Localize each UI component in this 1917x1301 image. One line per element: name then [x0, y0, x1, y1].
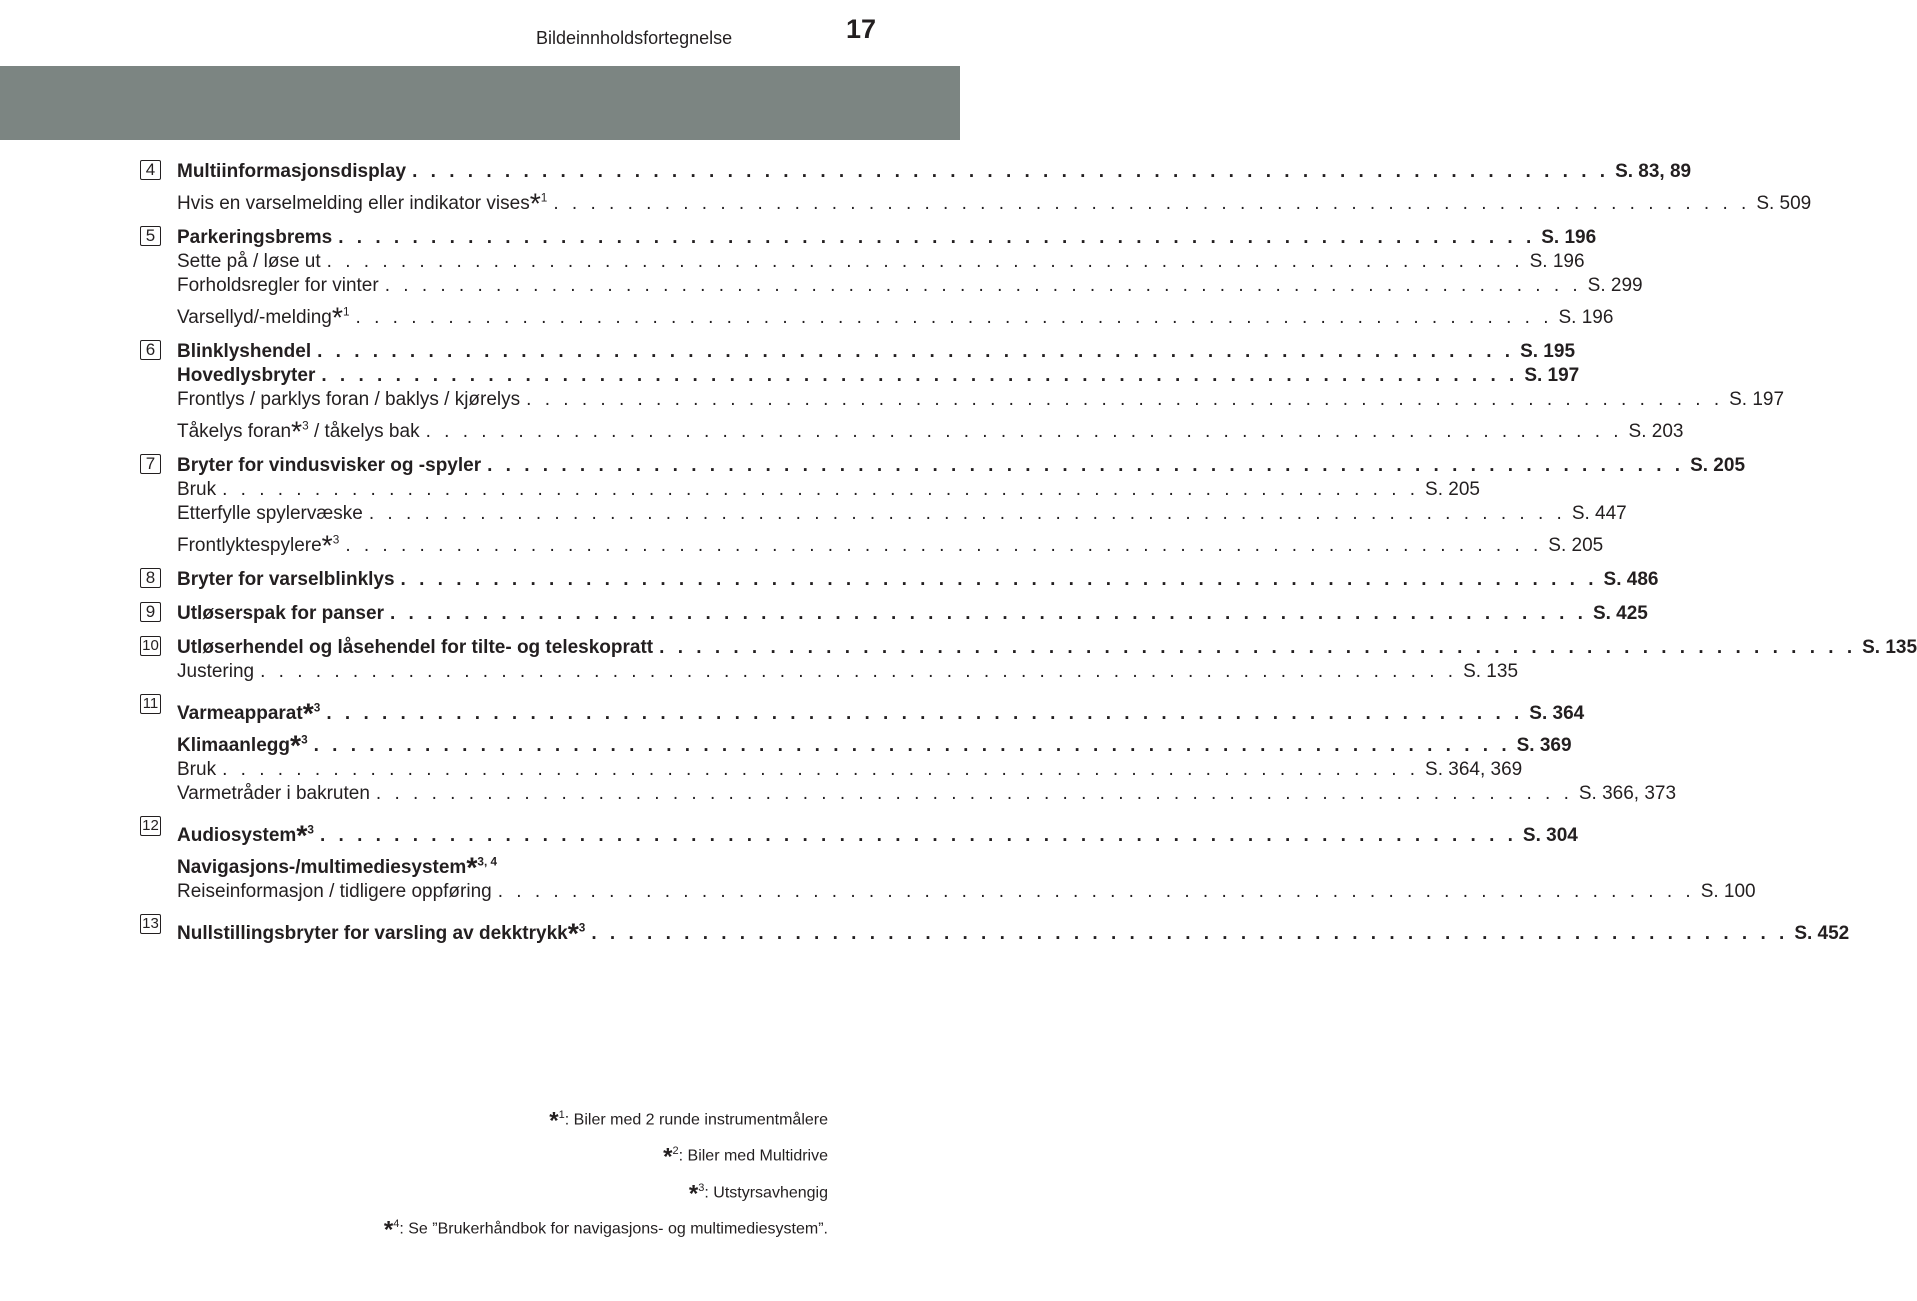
page-ref: S. 205: [1690, 455, 1746, 476]
entry-text: Forholdsregler for vinter: [177, 275, 379, 296]
dot-leader: . . . . . . . . . . . . . . . . . . . . . . . . . . . . . . . . . . . . . . . . . . . . . . . . . . . . . . . . . . . . . . . . .: [326, 703, 1524, 724]
toc-entry: [140, 912, 1850, 950]
dot-leader: . . . . . . . . . . . . . . . . . . . . . . . . . . . . . . . . . . . . . . . . . . . . . . . . . . . . . . . . . . . . . . . . .: [375, 783, 1573, 804]
toc-entry: [140, 524, 1604, 562]
page-ref: S. 299: [1587, 275, 1643, 296]
entry-text: Frontlyktespylere: [177, 534, 322, 556]
dot-leader: . . . . . . . . . . . . . . . . . . . . . . . . . . . . . . . . . . . . . . . . . . . . . . . . . . . . . . . . . . . . . . . . .: [497, 881, 1695, 902]
toc-entry: [140, 182, 1812, 220]
toc-entry: [140, 248, 1585, 272]
footnote-line: [384, 1173, 828, 1209]
toc-entry: [140, 362, 1580, 386]
entry-text: Blinklyshendel: [177, 341, 312, 362]
toc-entry-label: [177, 784, 370, 804]
entry-text: Hovedlysbryter: [177, 365, 316, 386]
dot-leader: . . . . . . . . . . . . . . . . . . . . . . . . . . . . . . . . . . . . . . . . . . . . . . . . . . . . . . . . . . . . . . . . .: [526, 389, 1724, 410]
section-number-badge: 7: [140, 454, 161, 474]
footnote-ref: 1: [342, 305, 350, 319]
toc-entry: [140, 814, 1578, 852]
dot-leader: . . . . . . . . . . . . . . . . . . . . . . . . . . . . . . . . . . . . . . . . . . . . . . . . . . . . . . . . . . . . . . . . .: [553, 193, 1751, 214]
asterisk-mark: *: [567, 918, 579, 950]
section-number-badge: 5: [140, 226, 161, 246]
toc-entry: [140, 634, 1917, 658]
toc-entry-label: [177, 480, 216, 500]
entry-text: Audiosystem: [177, 824, 297, 846]
dot-leader: . . . . . . . . . . . . . . . . . . . . . . . . . . . . . . . . . . . . . . . . . . . . . . . . . . . . . . . . . . . . . . . . .: [338, 227, 1536, 248]
toc-entry-label: [177, 276, 379, 296]
dot-leader: . . . . . . . . . . . . . . . . . . . . . . . . . . . . . . . . . . . . . . . . . . . . . . . . . . . . . . . . . . . . . . . . .: [222, 479, 1420, 500]
footnotes: [384, 1100, 828, 1245]
toc-entry: [140, 410, 1684, 448]
asterisk-mark: *: [466, 852, 478, 884]
dot-leader: . . . . . . . . . . . . . . . . . . . . . . . . . . . . . . . . . . . . . . . . . . . . . . . . . . . . . . . . . . . . . . . . .: [222, 759, 1420, 780]
footnote-line: [384, 1209, 828, 1245]
page-ref: S. 366, 373: [1578, 783, 1677, 804]
entry-text: Utløserhendel og låsehendel for tilte- og teleskopratt: [177, 637, 654, 658]
dot-leader: . . . . . . . . . . . . . . . . . . . . . . . . . . . . . . . . . . . . . . . . . . . . . . . . . . . . . . . . . . . . . . . . .: [425, 421, 1623, 442]
footnote-text: : Se ”Brukerhåndbok for navigasjons- og multimediesystem”.: [399, 1220, 828, 1238]
toc-entry: [140, 158, 1692, 182]
footnote-ref: 3: [302, 419, 309, 433]
entry-text: Tåkelys foran: [177, 420, 292, 442]
entry-text: Utløserspak for panser: [177, 603, 384, 624]
toc-entry: [140, 386, 1785, 410]
section-number-badge: 4: [140, 160, 161, 180]
toc-entry-label: [177, 662, 254, 682]
toc-entry-label: [177, 390, 520, 410]
header-title: Bildeinnholdsfortegnelse: [536, 28, 733, 48]
page-ref: S. 135: [1463, 661, 1519, 682]
page-ref: S. 304: [1522, 825, 1578, 846]
footnote-ref: 3: [313, 701, 321, 715]
page-ref: S. 195: [1520, 341, 1576, 362]
toc-entry: [140, 476, 1480, 500]
toc-entry-label: [177, 852, 498, 884]
entry-text: Sette på / løse ut: [177, 251, 321, 272]
page-ref: S. 369: [1516, 735, 1572, 756]
asterisk-mark: *: [289, 730, 302, 762]
toc-entry: [140, 500, 1627, 524]
entry-text: Varsellyd/-melding: [177, 306, 332, 328]
toc-entry: [140, 878, 1756, 902]
toc-entry: [140, 658, 1519, 682]
footnote-ref: 3: [332, 533, 340, 547]
entry-text: Bruk: [177, 759, 217, 780]
toc-entry-label: [177, 504, 363, 524]
toc-entry-label: [177, 698, 321, 730]
page-ref: S. 486: [1603, 569, 1659, 590]
page-ref: S. 83, 89: [1615, 161, 1692, 182]
footnote-line: [384, 1136, 828, 1172]
entry-text: Multiinformasjonsdisplay: [177, 161, 407, 182]
dot-leader: . . . . . . . . . . . . . . . . . . . . . . . . . . . . . . . . . . . . . . . . . . . . . . . . . . . . . . . . . . . . . . . . .: [326, 251, 1524, 272]
toc-entry-label: [177, 918, 586, 950]
footnote-text: : Utstyrsavhengig: [704, 1183, 828, 1201]
toc-entry-label: [177, 302, 350, 334]
toc-entry-label: [177, 570, 395, 590]
section-number-badge: 11: [140, 694, 161, 714]
page-ref: S. 425: [1592, 603, 1648, 624]
page-ref: S. 509: [1756, 193, 1812, 214]
toc-entry: [140, 272, 1643, 296]
asterisk-mark: *: [331, 302, 343, 334]
dot-leader: . . . . . . . . . . . . . . . . . . . . . . . . . . . . . . . . . . . . . . . . . . . . . . . . . . . . . . . . . . . . . . . . .: [591, 923, 1789, 944]
entry-text: Justering: [177, 661, 255, 682]
footnote-mark: 1: [558, 1109, 565, 1121]
toc-list: [140, 158, 1917, 950]
entry-text: Parkeringsbrems: [177, 227, 333, 248]
toc-entry-label: [177, 730, 308, 762]
page-ref: S. 364: [1529, 703, 1585, 724]
entry-text: Bryter for vindusvisker og -spyler: [177, 455, 482, 476]
dot-leader: . . . . . . . . . . . . . . . . . . . . . . . . . . . . . . . . . . . . . . . . . . . . . . . . . . . . . . . . . . . . . . . . .: [384, 275, 1582, 296]
toc-entry: [140, 224, 1597, 248]
toc-entry-label: [177, 638, 653, 658]
toc-entry-label: [177, 604, 384, 624]
asterisk-mark: *: [549, 1107, 559, 1135]
page-ref: S. 205: [1425, 479, 1480, 500]
toc-entry-label: [177, 416, 420, 448]
page-ref: S. 196: [1541, 227, 1597, 248]
asterisk-mark: *: [302, 698, 314, 730]
asterisk-mark: *: [529, 188, 541, 220]
toc-entry-label: [177, 530, 340, 562]
asterisk-mark: *: [296, 820, 308, 852]
header-band: [0, 66, 960, 140]
entry-text: Varmetråder i bakruten: [177, 783, 370, 804]
toc-entry-label: [177, 162, 406, 182]
footnote-ref: 3: [307, 823, 314, 837]
toc-entry: [140, 452, 1746, 476]
page-ref: S. 205: [1548, 535, 1604, 556]
dot-leader: . . . . . . . . . . . . . . . . . . . . . . . . . . . . . . . . . . . . . . . . . . . . . . . . . . . . . . . . . . . . . . . . .: [313, 735, 1511, 756]
entry-text: Bryter for varselblinklys: [177, 569, 395, 590]
entry-text: Frontlys / parklys foran / baklys / kjørelys: [177, 389, 521, 410]
asterisk-mark: *: [291, 416, 303, 448]
section-number-badge: 8: [140, 568, 161, 588]
dot-leader: . . . . . . . . . . . . . . . . . . . . . . . . . . . . . . . . . . . . . . . . . . . . . . . . . . . . . . . . . . . . . . . . .: [319, 825, 1517, 846]
footnote-mark: 4: [393, 1217, 400, 1230]
dot-leader: . . . . . . . . . . . . . . . . . . . . . . . . . . . . . . . . . . . . . . . . . . . . . . . . . . . . . . . . . . . . . . . . .: [412, 161, 1610, 182]
page-ref: S. 196: [1558, 307, 1614, 328]
dot-leader: . . . . . . . . . . . . . . . . . . . . . . . . . . . . . . . . . . . . . . . . . . . . . . . . . . . . . . . . . . . . . . . . .: [321, 365, 1519, 386]
footnote-ref: 3, 4: [477, 855, 498, 869]
toc-entry-label: [177, 342, 311, 362]
page-ref: S. 203: [1628, 421, 1684, 442]
footnote-ref: 1: [540, 191, 548, 205]
page-ref: S. 197: [1729, 389, 1785, 410]
page-header: [0, 0, 960, 56]
dot-leader: . . . . . . . . . . . . . . . . . . . . . . . . . . . . . . . . . . . . . . . . . . . . . . . . . . . . . . . . . . . . . . . . .: [487, 455, 1685, 476]
dot-leader: . . . . . . . . . . . . . . . . . . . . . . . . . . . . . . . . . . . . . . . . . . . . . . . . . . . . . . . . . . . . . . . . .: [659, 637, 1857, 658]
dot-leader: . . . . . . . . . . . . . . . . . . . . . . . . . . . . . . . . . . . . . . . . . . . . . . . . . . . . . . . . . . . . . . . . .: [345, 535, 1543, 556]
entry-text: Navigasjons-/multimediesystem: [177, 856, 467, 878]
dot-leader: . . . . . . . . . . . . . . . . . . . . . . . . . . . . . . . . . . . . . . . . . . . . . . . . . . . . . . . . . . . . . . . . .: [368, 503, 1566, 524]
entry-text: Klimaanlegg: [177, 734, 290, 756]
entry-suffix: / tåkelys bak: [308, 420, 420, 442]
toc-entry: [140, 756, 1523, 780]
toc-entry-label: [177, 366, 315, 386]
entry-text: Reiseinformasjon / tidligere oppføring: [177, 881, 492, 902]
asterisk-mark: *: [383, 1216, 394, 1244]
footnote-mark: 3: [698, 1181, 705, 1194]
toc-entry: [140, 692, 1585, 730]
entry-text: Hvis en varselmelding eller indikator vises: [177, 192, 530, 214]
toc-entry-label: [177, 188, 548, 220]
entry-text: Nullstillingsbryter for varsling av dekktrykk: [177, 922, 568, 944]
page-ref: S. 196: [1529, 251, 1585, 272]
asterisk-mark: *: [688, 1179, 699, 1207]
footnote-ref: 3: [578, 921, 586, 935]
page-number: 17: [846, 14, 877, 44]
footnote-line: [384, 1100, 828, 1136]
footnote-mark: 2: [672, 1145, 679, 1158]
entry-text: Bruk: [177, 479, 217, 500]
dot-leader: . . . . . . . . . . . . . . . . . . . . . . . . . . . . . . . . . . . . . . . . . . . . . . . . . . . . . . . . . . . . . . . . .: [389, 603, 1587, 624]
entry-text: Varmeapparat: [177, 702, 303, 724]
toc-entry-label: [177, 760, 216, 780]
toc-entry: [140, 296, 1614, 334]
asterisk-mark: *: [663, 1143, 673, 1171]
toc-entry: [140, 724, 1572, 762]
page-ref: S. 100: [1700, 881, 1756, 902]
toc-entry-label: [177, 252, 321, 272]
footnote-text: : Biler med Multidrive: [678, 1147, 828, 1165]
toc-entry: [140, 780, 1677, 804]
toc-entry-label: [177, 456, 481, 476]
page-ref: S. 197: [1524, 365, 1580, 386]
dot-leader: . . . . . . . . . . . . . . . . . . . . . . . . . . . . . . . . . . . . . . . . . . . . . . . . . . . . . . . . . . . . . . . . .: [400, 569, 1598, 590]
toc-entry-label: [177, 820, 314, 852]
page-ref: S. 452: [1794, 923, 1850, 944]
page-ref: S. 447: [1571, 503, 1627, 524]
toc-entry: [140, 600, 1648, 624]
toc-entry: [140, 566, 1659, 590]
page-ref: S. 135: [1862, 637, 1917, 658]
toc-entry-label: [177, 228, 332, 248]
section-number-badge: 12: [140, 816, 161, 836]
footnote-ref: 3: [301, 733, 308, 747]
dot-leader: . . . . . . . . . . . . . . . . . . . . . . . . . . . . . . . . . . . . . . . . . . . . . . . . . . . . . . . . . . . . . . . . .: [260, 661, 1458, 682]
section-number-badge: 13: [140, 914, 161, 934]
dot-leader: . . . . . . . . . . . . . . . . . . . . . . . . . . . . . . . . . . . . . . . . . . . . . . . . . . . . . . . . . . . . . . . . .: [317, 341, 1515, 362]
toc-entry: [140, 846, 810, 884]
dot-leader: . . . . . . . . . . . . . . . . . . . . . . . . . . . . . . . . . . . . . . . . . . . . . . . . . . . . . . . . . . . . . . . . .: [355, 307, 1553, 328]
page-ref: S. 364, 369: [1425, 759, 1523, 780]
asterisk-mark: *: [321, 530, 333, 562]
section-number-badge: 10: [140, 636, 161, 656]
footnote-text: : Biler med 2 runde instrumentmålere: [564, 1111, 828, 1129]
entry-text: Etterfylle spylervæske: [177, 503, 363, 524]
toc-entry-label: [177, 882, 492, 902]
section-number-badge: 6: [140, 340, 161, 360]
section-number-badge: 9: [140, 602, 161, 622]
toc-entry: [140, 338, 1576, 362]
